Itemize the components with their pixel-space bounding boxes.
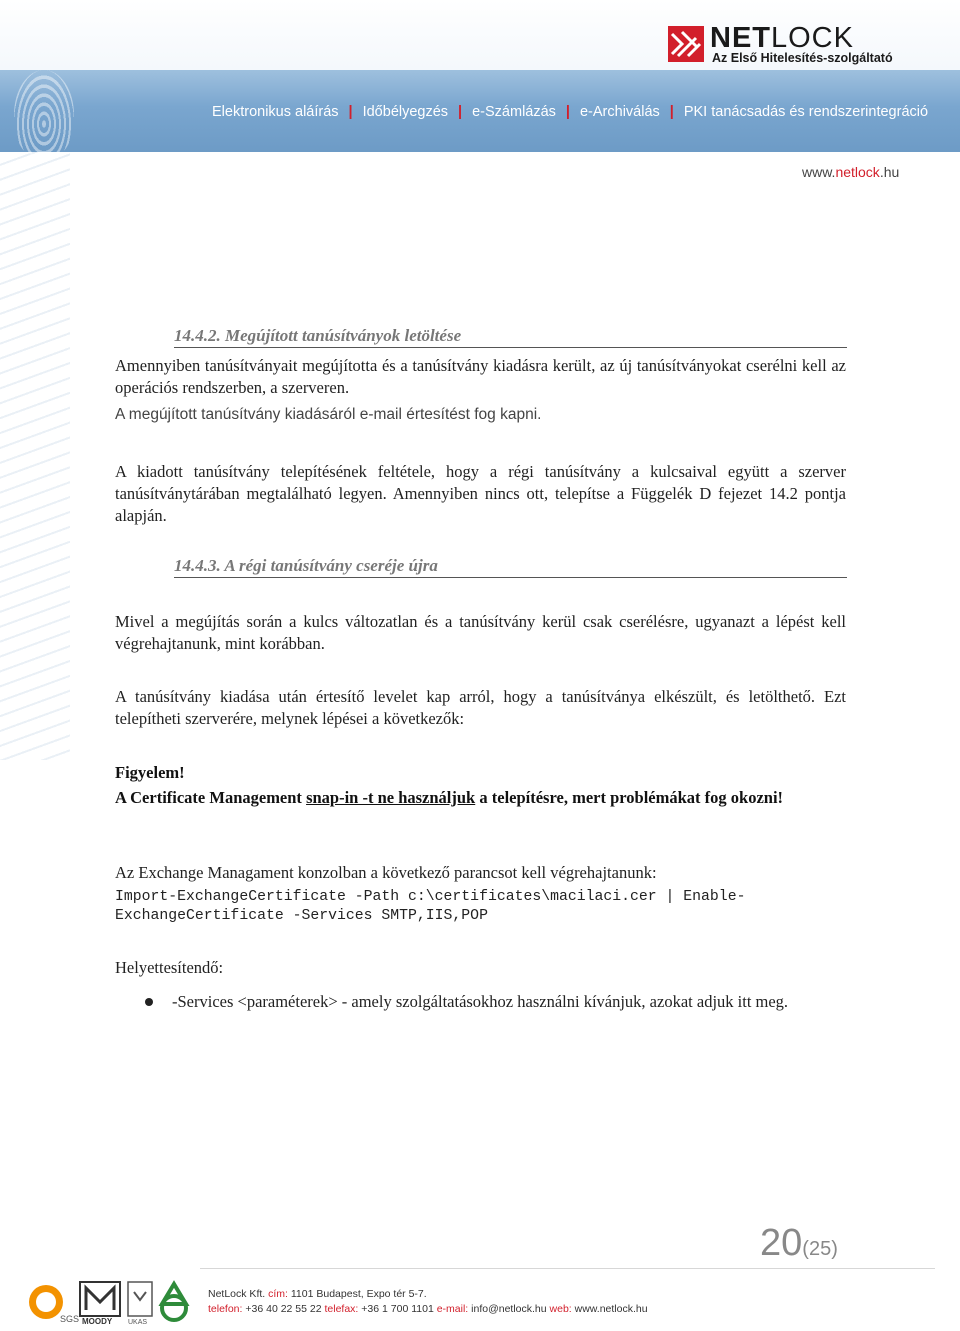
paragraph: A kiadott tanúsítvány telepítésének feltétele, hogy a régi tanúsítvány a kulcsaival együtt a szerver tanúsítványtárában megtalálható legyen. Amennyiben nincs ott, telepítse a Függelék D fejezet 14.2 pontja alapján.: [115, 462, 846, 525]
section-heading: 14.4.3. A régi tanúsítvány cseréje újra: [174, 556, 847, 578]
recycle-icon: [162, 1284, 186, 1320]
footer-web-label: web:: [546, 1303, 575, 1315]
netlock-logo: [668, 24, 913, 68]
footer-address-line: [208, 1288, 427, 1300]
nav-separator: |: [669, 104, 674, 120]
header-website: [802, 164, 899, 180]
section-heading: 14.4.2. Megújított tanúsítványok letöltése: [174, 326, 847, 348]
header-nav: [212, 104, 928, 120]
website-suffix: .hu: [879, 164, 900, 180]
page-number-current: 20: [760, 1222, 803, 1264]
footer-fax: +36 1 700 1101: [361, 1303, 434, 1315]
code-line: ExchangeCertificate -Services SMTP,IIS,POP: [115, 908, 488, 924]
footer-address-label: cím:: [265, 1288, 291, 1300]
nav-separator: |: [348, 104, 353, 120]
nav-item-timestamp: Időbélyegzés: [362, 104, 449, 120]
website-prefix: www.: [802, 164, 836, 180]
sgs-logo-text: SGS: [60, 1314, 80, 1324]
list-item: -Services <paraméterek> - amely szolgáltatásokhoz használni kívánjuk, azokat adjuk itt meg.: [172, 992, 789, 1011]
footer-email-label: e-mail:: [433, 1303, 472, 1315]
warning-text-start: A Certificate Management: [115, 788, 307, 807]
footer-company: NetLock Kft.: [208, 1288, 266, 1300]
nav-item-signature: Elektronikus aláírás: [212, 104, 339, 120]
nav-separator: |: [565, 104, 570, 120]
footer-divider: [200, 1268, 935, 1269]
footer-web: www.netlock.hu: [574, 1303, 648, 1315]
nav-item-pki: PKI tanácsadás és rendszerintegráció: [683, 104, 929, 120]
logo-tagline: Az Első Hitelesítés-szolgáltató: [712, 51, 893, 65]
nav-item-invoicing: e-Számlázás: [472, 104, 556, 120]
footer-contact-line: [208, 1303, 648, 1315]
paragraph: Az Exchange Managament konzolban a következő parancsot kell végrehajtanunk:: [115, 863, 657, 882]
page-number: [760, 1222, 838, 1265]
certification-logos: [24, 1278, 204, 1326]
footer-email: info@netlock.hu: [471, 1303, 547, 1315]
nav-item-archiving: e-Archiválás: [579, 104, 660, 120]
bullet-icon: [145, 998, 153, 1006]
ukas-logo-icon: [128, 1282, 152, 1326]
page-number-total: (25): [802, 1238, 838, 1260]
footer-phone-label: telefon:: [208, 1303, 246, 1315]
ukas-logo-text: UKAS: [128, 1319, 148, 1326]
moody-logo-text: MOODY: [82, 1317, 113, 1326]
warning-underlined: snap-in -t ne használjuk: [306, 788, 476, 807]
warning-text-end: a telepítésre, mert problémákat fog okozni!: [475, 788, 784, 807]
footer-address: 1101 Budapest, Expo tér 5-7.: [290, 1288, 427, 1300]
warning-text: [115, 787, 846, 809]
fingerprint-graphic: [14, 70, 74, 160]
code-line: Import-ExchangeCertificate -Path c:\certificates\macilaci.cer | Enable-: [115, 889, 746, 905]
paragraph: Helyettesítendő:: [115, 958, 224, 977]
logo-wordmark-light: LOCK: [771, 22, 854, 54]
paragraph: Amennyiben tanúsítványait megújította és a tanúsítvány kiadásra került, az új tanúsítványokat cserélni kell az operációs rendszerben, a szerveren.: [115, 356, 846, 397]
paragraph: Mivel a megújítás során a kulcs változatlan és a tanúsítvány kerül csak cserélésre, ugyanazt a lépést kell végrehajtanunk, mint korábban.: [115, 612, 846, 653]
moody-logo-icon: [80, 1282, 120, 1326]
paragraph: A tanúsítvány kiadása után értesítő levelet kap arról, hogy a tanúsítványa elkészült, és letölthető. Ezt telepítheti szerverére, melynek lépései a következők:: [115, 687, 846, 728]
sgs-logo-icon: [29, 1285, 79, 1324]
nav-separator: |: [458, 104, 463, 120]
footer-fax-label: telefax:: [321, 1303, 362, 1315]
paragraph: A megújított tanúsítvány kiadásáról e-mail értesítést fog kapni.: [115, 406, 542, 423]
warning-title: Figyelem!: [115, 763, 185, 782]
logo-wordmark-bold: NET: [710, 22, 771, 54]
netlock-logo-icon: [668, 26, 704, 62]
footer-phone: +36 40 22 55 22: [245, 1303, 322, 1315]
website-name: netlock: [835, 164, 880, 180]
